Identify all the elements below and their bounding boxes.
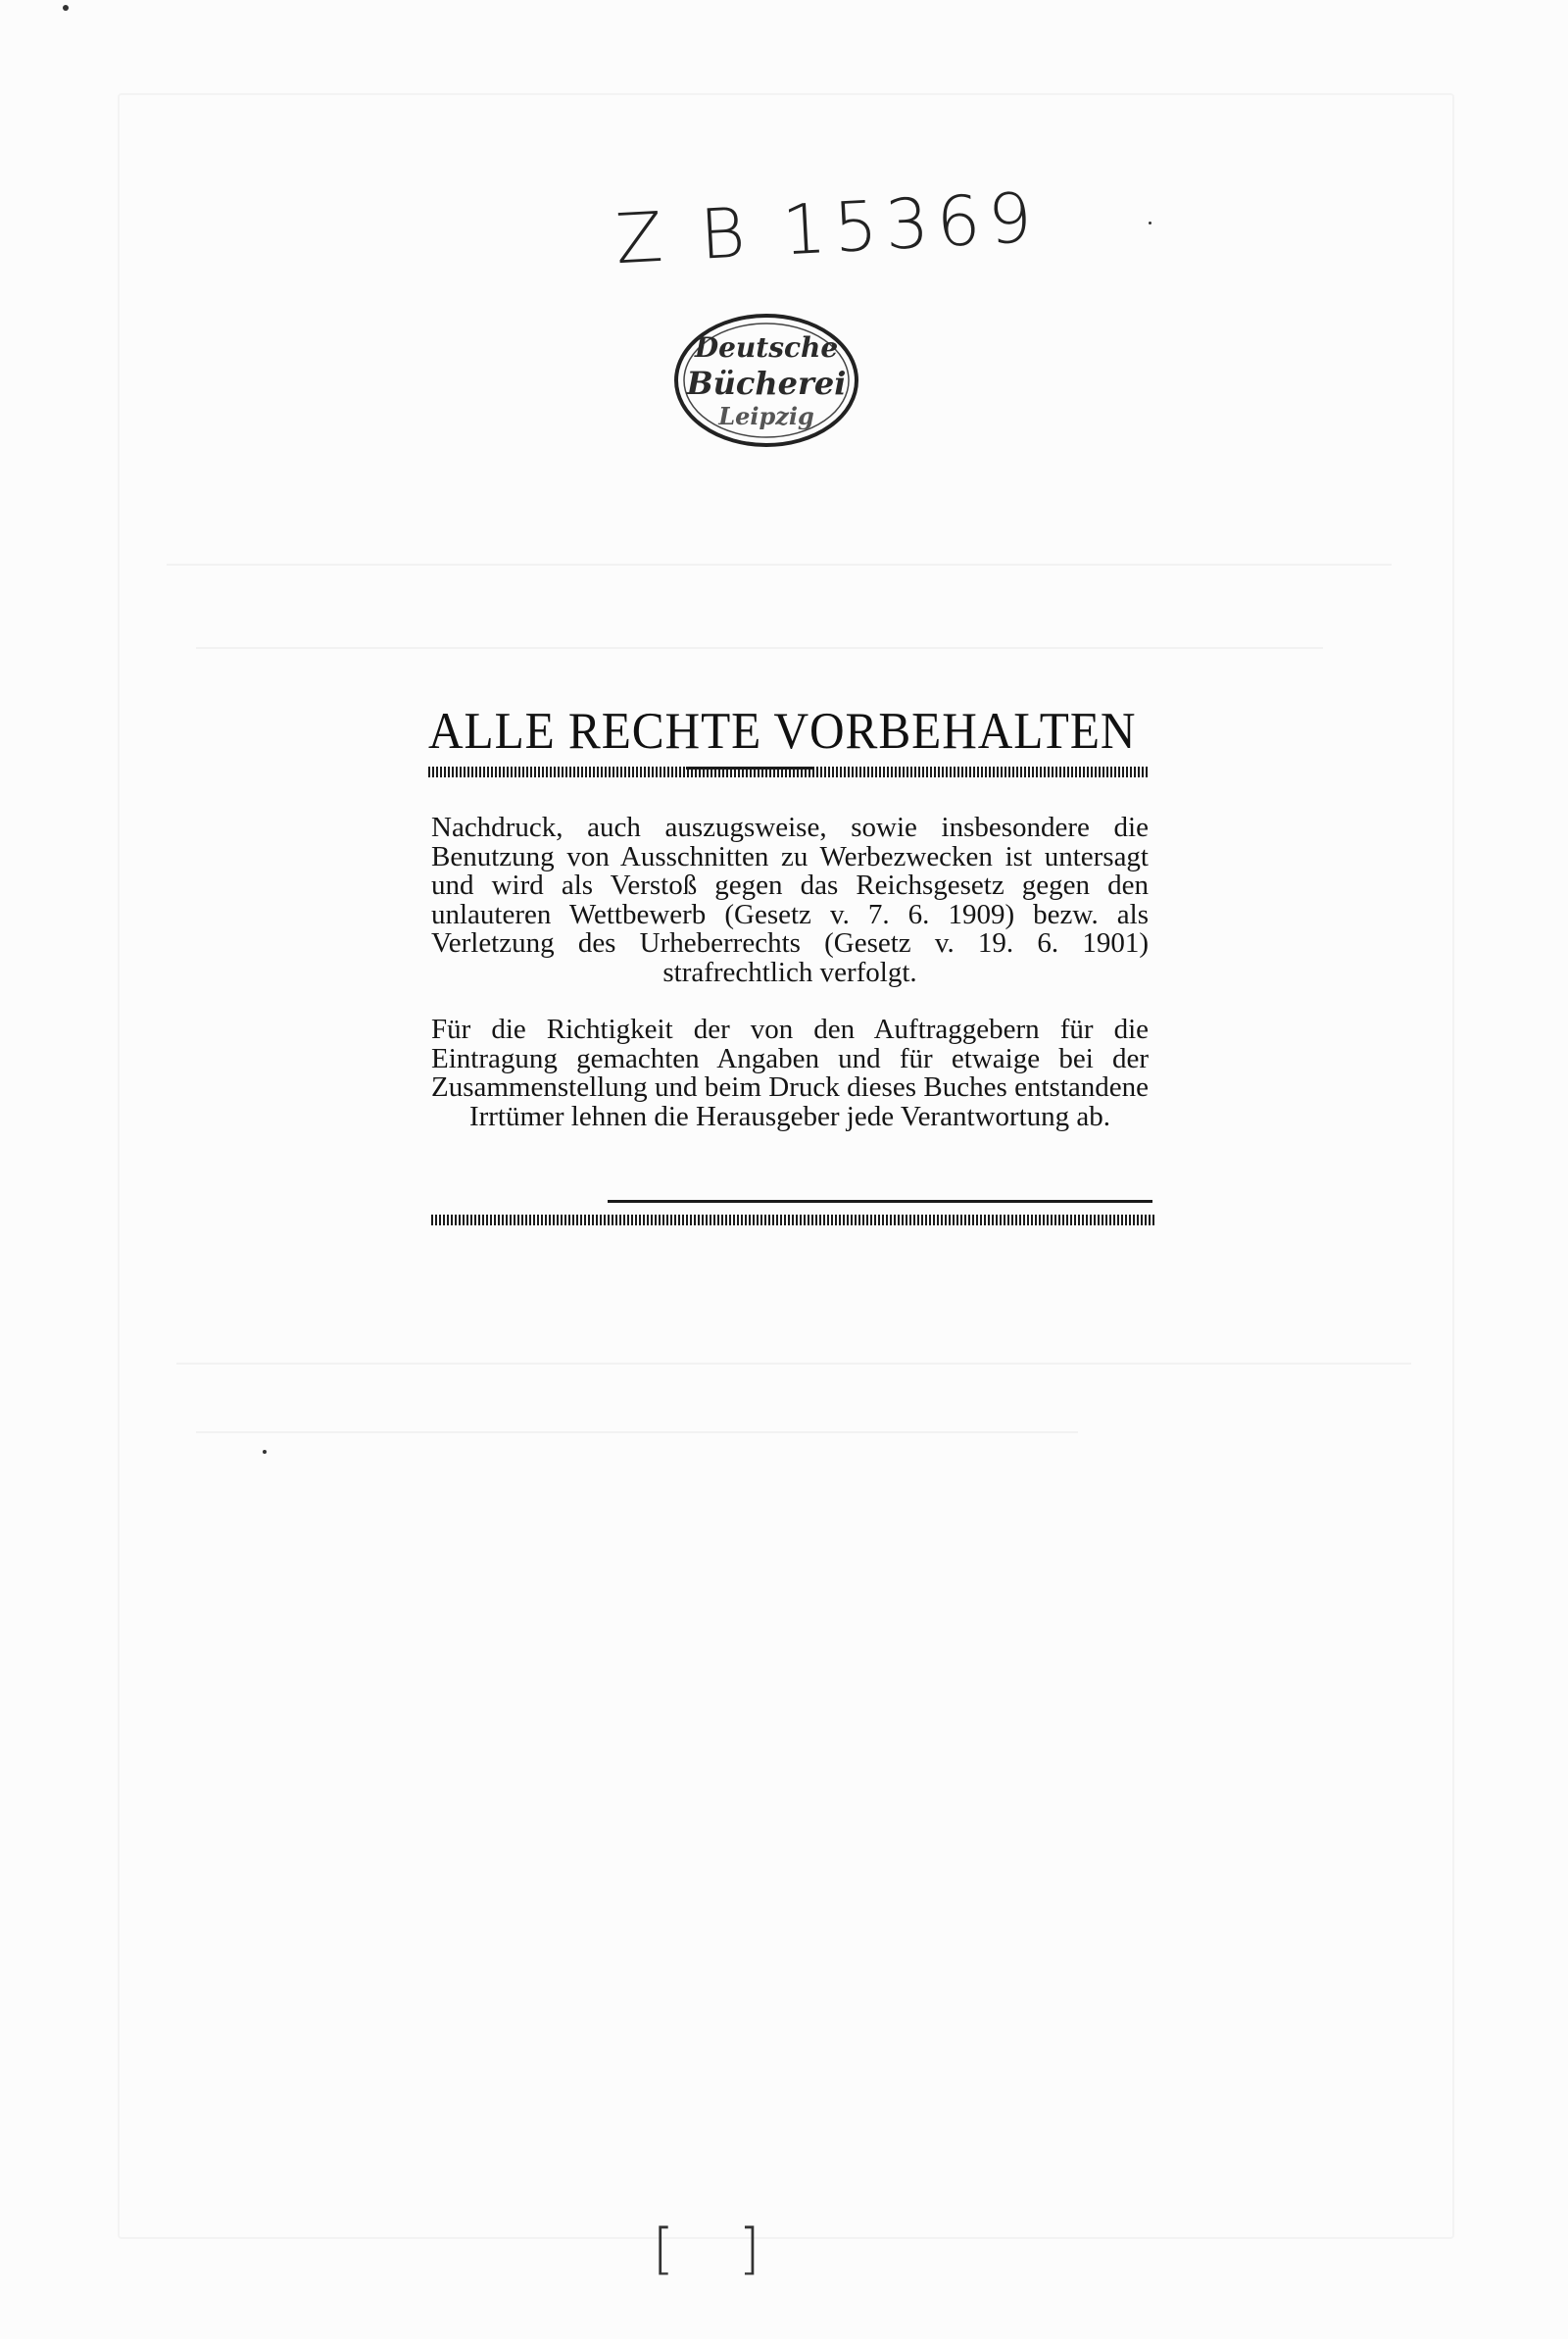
reprint-notice-paragraph: Nachdruck, auch auszugsweise, sowie insbesondere die Benutzung von Ausschnitten zu Werbezwecken ist untersagt und wird als Verstoß gegen das Reichsgesetz gegen den unlauteren Wettbewerb (Gesetz v. 7. 6. 1909) bezw. als Verletzung des Urheberrechts (Gesetz v. 19. 6. 1901) strafrechtlich verfolgt. bbox=[431, 812, 1149, 988]
rights-heading: ALLE RECHTE VORBEHALTEN bbox=[428, 703, 1137, 760]
stamp-line-1: Deutsche bbox=[694, 331, 839, 364]
library-stamp bbox=[672, 312, 860, 449]
show-through-line bbox=[167, 564, 1392, 566]
show-through-line bbox=[196, 647, 1323, 649]
scan-speck bbox=[263, 1450, 267, 1454]
handwritten-shelfmark: Z B 15369 bbox=[613, 176, 1042, 280]
scan-speck bbox=[1149, 222, 1152, 224]
liability-disclaimer-paragraph: Für die Richtigkeit der von den Auftraggebern für die Eintragung gemachten Angaben und für etwaige bei der Zusammenstellung und beim Druck dieses Buches entstandene Irrtümer lehnen die Herausgeber jede Verantwortung ab. bbox=[431, 1014, 1149, 1132]
ornamental-rule-top-bar bbox=[686, 767, 813, 770]
show-through-line bbox=[196, 1431, 1078, 1433]
stamp-line-2: Bücherei bbox=[686, 365, 847, 402]
closing-rule-bar bbox=[608, 1200, 1152, 1203]
page-folio: [ ] bbox=[653, 2217, 784, 2281]
show-through-line bbox=[176, 1363, 1411, 1365]
ornamental-rule-bottom bbox=[431, 1215, 1156, 1225]
scan-speck bbox=[63, 5, 69, 11]
stamp-line-3: Leipzig bbox=[718, 402, 814, 430]
